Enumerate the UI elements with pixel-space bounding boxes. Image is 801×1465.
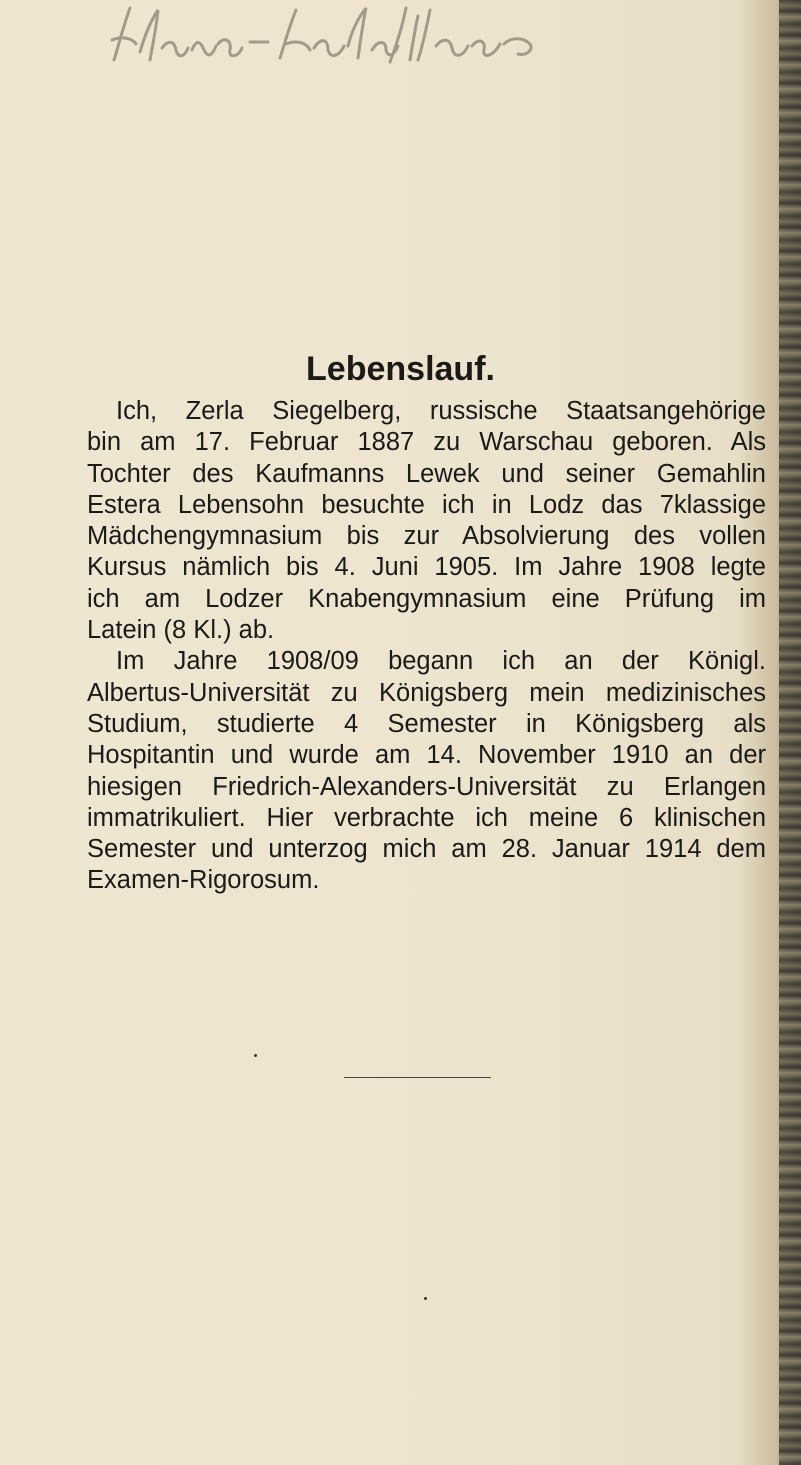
paper-speck bbox=[254, 1054, 257, 1057]
text-line: Im Jahre 1908/09 begann ich an der Königl. bbox=[116, 647, 766, 676]
text-line: hiesigen Friedrich-Alexanders-Universität zu Erlangen bbox=[87, 772, 766, 801]
text-line: immatrikuliert. Hier verbrachte ich meine 6 klinischen bbox=[87, 803, 766, 832]
text-line: Studium, studierte 4 Semester in Königsberg als bbox=[87, 709, 766, 738]
text-line: Examen-Rigorosum. bbox=[87, 866, 320, 895]
closing-divider bbox=[344, 1077, 491, 1078]
binding-edge bbox=[779, 0, 801, 1465]
text-line: Mädchengymnasium bis zur Absolvierung des vollen bbox=[87, 522, 766, 551]
text-line: Tochter des Kaufmanns Lewek und seiner Gemahlin bbox=[87, 459, 766, 488]
text-line: Semester und unterzog mich am 28. Januar 1914 dem bbox=[87, 835, 766, 864]
text-line: Estera Lebensohn besuchte ich in Lodz das 7klassige bbox=[87, 490, 766, 519]
text-line: Albertus-Universität zu Königsberg mein medizinisches bbox=[87, 678, 766, 707]
document-title: Lebenslauf. bbox=[306, 350, 495, 388]
paragraph-2 bbox=[87, 646, 766, 896]
paper-speck bbox=[424, 1297, 427, 1300]
text-line: Latein (8 Kl.) ab. bbox=[87, 616, 275, 645]
text-line: Hospitantin und wurde am 14. November 1910 an der bbox=[87, 741, 766, 770]
text-line: ich am Lodzer Knabengymnasium eine Prüfung im bbox=[87, 584, 766, 613]
text-line: bin am 17. Februar 1887 zu Warschau geboren. Als bbox=[87, 428, 766, 457]
paragraph-1 bbox=[87, 396, 766, 646]
handwritten-signature bbox=[100, 0, 560, 70]
document-body bbox=[87, 396, 766, 897]
text-line: Kursus nämlich bis 4. Juni 1905. Im Jahre 1908 legte bbox=[87, 553, 766, 582]
text-line: Ich, Zerla Siegelberg, russische Staatsangehörige bbox=[116, 397, 766, 425]
